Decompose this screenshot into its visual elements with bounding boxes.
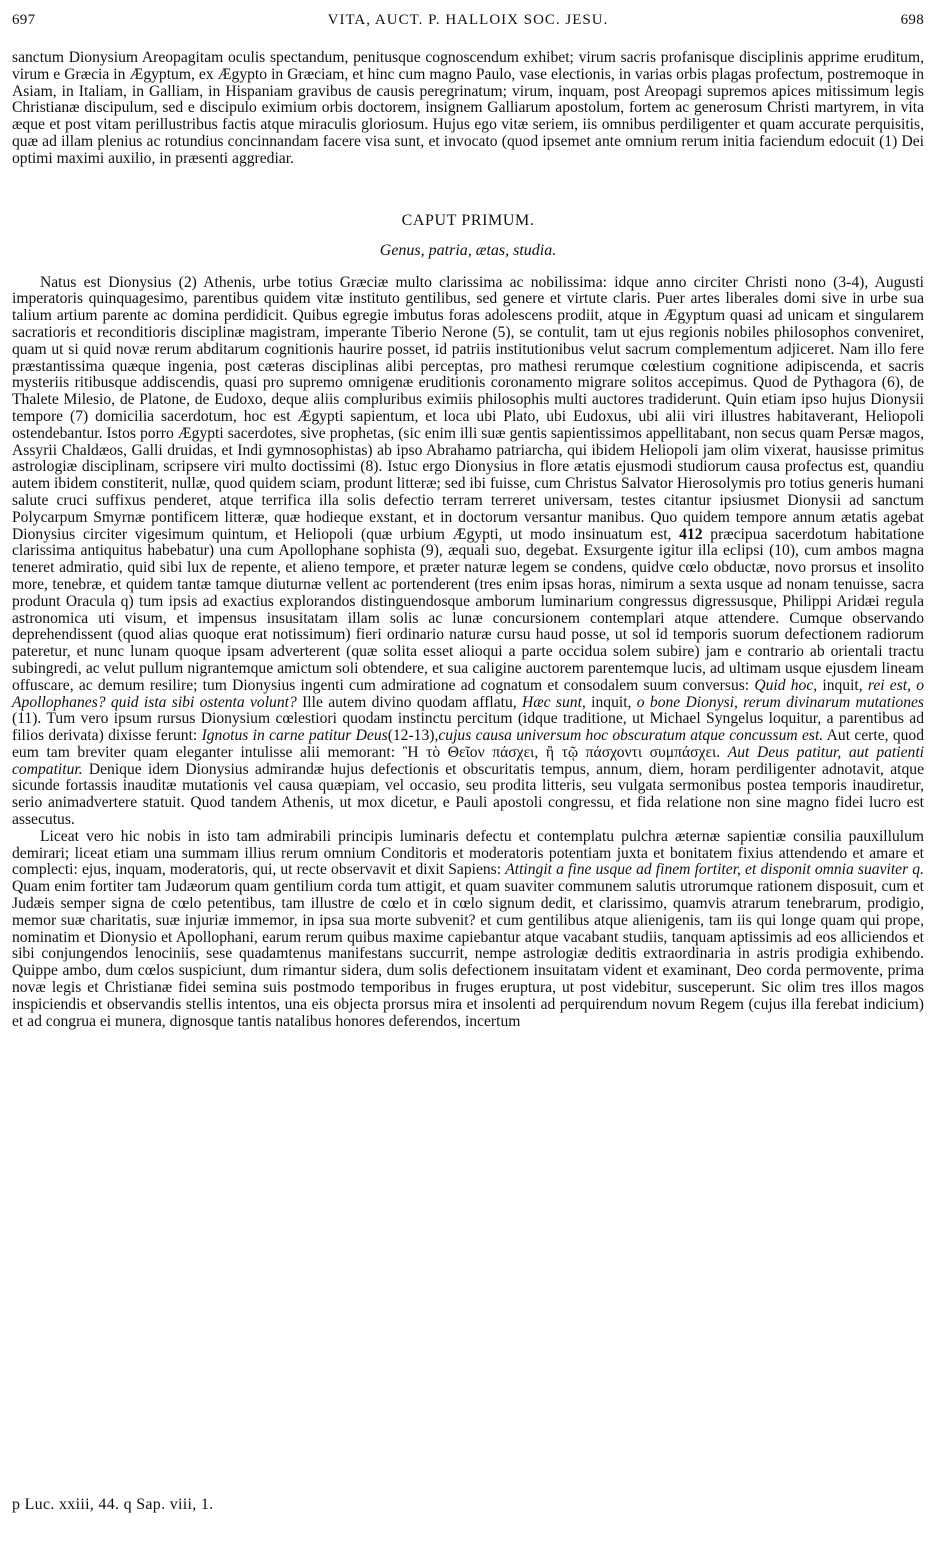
quote-3: Hæc sunt,: [522, 693, 586, 711]
page-number-right: 698: [900, 12, 924, 28]
quote-1: Quid hoc,: [754, 676, 818, 694]
paragraph-1-text-e: inquit,: [591, 693, 632, 711]
marginal-number: 412: [679, 525, 703, 543]
paragraph-1-text-h: Aut certe, quod eum tam breviter quam eleganter intulisse alii memorant:: [12, 727, 925, 761]
quote-7: Aut Deus patitur, aut patienti compatitur.: [12, 743, 924, 778]
chapter-title: CAPUT PRIMUM.: [401, 211, 535, 229]
running-head: VITA, AUCT. P. HALLOIX SOC. JESU.: [327, 12, 609, 28]
paragraph-2: [12, 829, 924, 1031]
quote-6: cujus causa universum hoc obscuratum atque concussum est.: [438, 727, 824, 745]
paragraph-1-text-a: Natus est Dionysius (2) Athenis, urbe totius Græciæ multo clarissima ac nobilissima: idque anno circiter Christi nono (3-4), Augusti imperatoris quinquagesimo, parentibus quidem vitæ instituto gentilibus, sed genere et virtute claris. Puer artes liberales domi sive in urbe sua talium artium parente ac domina perdidicit. Quibus egregie imbutus foras adolescens prodiit, atque in Ægyptum quasi ad unicam et singularem sacratioris et reconditioris disciplinæ magistram, imperante Tiberio Nerone (5), se contulit, tam ut ejus regionis nobiles philosophos conveniret, quam ut si quid novæ rerum abditarum cognitionis haurire posset, id patriis institutionibus velut sacrum complementum adjiceret. Nam illo fere præstantissima quæque ingenia, post cæteras disciplinas alibi perceptas, pro mathesi rerumque cœlestium cognitione adipiscenda, et sacris mysteriis ritibusque addiscendis, quasi pro supremo omnigenæ eruditionis coronamento migrare solitos accepimus. Quod de Pythagora (6), de Thalete Milesio, de Platone, de Eudoxo, deque aliis compluribus eximiis philosophis multi auctores tradiderunt. Quin etiam ipso hujus Dionysii tempore (7) domicilia sacerdotum, hoc est Ægypti sapientum, et loca ubi Plato, ubi Eudoxus, ubi alii viri illustres habitaverant, Heliopoli ostendebantur. Istos porro Ægypti sacerdotes, sive prophetas, (sic enim illi suæ gentis sapientissimos appellitabant, non secus quam Persæ magos, Assyrii Chaldæos, Galli druidas, et Indi gymnosophistas) ab ipso Abrahamo patriarcha, qui ibidem Heliopoli jam olim vixerat, hausisse primitus astrologiæ disciplinam, scripsere viri multo doctissimi (8). Istuc ergo Dionysius in flore ætatis ejusmodi studiorum causa profectus est, quandiu autem ibidem constiterit, nullæ, quod quidem sciam, produnt litteræ; sed ibi fuisse, cum Christus Salvator Hierosolymis pro totius generis humani salute cruci suffixus penderet, atque terrifica illa solis defectio terram terreret universam, testes citantur ipsiusmet Dionysii ad sanctum Polycarpum Smyrnæ pontificem litteræ, quæ hodieque exstant, et in doctorum versantur manibus. Quo quidem tempore annum ætatis agebat Dionysius circiter vigesimum quintum, et Heliopoli (quæ urbium Ægypti, ut modo insinuatum est,: [12, 273, 924, 543]
paragraph-2-text-b: Quam enim fortiter tam Judæorum quam gentilium corda tum attigit, et quam suaviter communem salutis utrorumque rationem disposuit, cum et Judæis semper signa de cœlo petentibus, tam illustre de cœlo et in cœlo signum dedit, et clarissimo, quamvis atrarum tenebrarum, prodigio, memor suæ charitatis, suæ injuriæ immemor, in ipsa sua morte subvenit? et cum gentilibus atque alienigenis, tam iis qui longe quam qui prope, nominatim et Dionysio et Apollophani, earum rerum quibus maxime capiebantur atque vacabant studiis, tanquam aptissimis ad eos alliciendos et sibi conjungendos lenociniis, sese quadamtenus manifestans succurrit, nempe astrologiæ deditis extraordinaria in astris prodigia exhibendo. Quippe ambo, dum cœlos suspiciunt, dum rimantur sidera, dum solis defectionem insuitatam vident et examinant, Deo corda permovente, prima novæ legis et Christianæ fidei semina suis postmodo temporibus in fruges eruptura, ut post videbitur, susceperunt. Sic olim tres illos magos inspiciendis et observandis stellis intentos, una eis objecta prorsus mira et insolenti ad perquirendum novum Regem (cujus illa ferebat indicium) et ad congrua ei munera, dignosque tantis natalibus honores deferendos, incertum: [12, 878, 924, 1030]
paragraph-2-text-a: Liceat vero hic nobis in isto tam admirabili principis luminaris defectu et contemplatu pulchra æternæ sapientiæ consilia pauxillulum demirari; liceat etiam una summam illius rerum omnium Conditoris et moderatoris potentiam juxta et bonitatem fixius attendendo et amare et complecti: ejus, inquam, moderatoris, qui, ut recte observavit et dixit Sapiens:: [12, 827, 924, 879]
quote-2: rei est, o Apollophanes? quid ista sibi ostenta volunt?: [12, 676, 925, 711]
paragraph-1-text-c: inquit,: [822, 676, 863, 694]
page-header: [12, 0, 924, 36]
quote-5: Ignotus in carne patitur Deus: [201, 727, 388, 745]
paragraph-1-text-f: (11). Tum vero ipsum rursus Dionysium cœlestiori quodam instinctu percitum (idque traditione, ut Michael Syngelus loquitur, a parentibus ad filios derivata) dixisse ferunt:: [12, 710, 924, 745]
greek-quote: Ἢ τὸ Θεῖον πάσχει, ἢ τῷ πάσχοντι συμπάσχει.: [402, 743, 721, 761]
document-page: [12, 0, 924, 1030]
paragraph-1-text-d: Ille autem divino quodam afflatu,: [302, 693, 517, 711]
paragraph-1: [12, 275, 924, 829]
quote-4: o bone Dionysi, rerum divinarum mutationes: [636, 693, 924, 711]
chapter-subtitle: Genus, patria, ætas, studia.: [379, 241, 557, 259]
page-number-left: 697: [12, 12, 36, 28]
paragraph-1-text-g: (12-13),: [387, 727, 439, 745]
paragraph-2-quote: Attingit a fine usque ad finem fortiter, et disponit omnia suaviter q.: [505, 861, 924, 879]
paragraph-1-text-b: præcipua sacerdotum habitatione clarissima antiquitus habebatur) una cum Apollophane sophista (9), æquali suo, degebat. Exsurgente igitur illa eclipsi (10), cum ambos magna teneret admiratio, quid sibi lux de repente, et alieno tempore, et præter naturæ legem se condens, quidve cœlo obductæ, novo prorsus et insolito more, tenebræ, et quidem tantæ tamque diuturnæ vellent ac portenderent (tres enim ipsas horas, nimirum a sexta usque ad nonam tenuisse, sacra produnt Oracula q) tum ipsis ad exactius explorandos distinguendosque amborum luminarium congressus digressusque, Philippi Aridæi regula astronomica uti visum, et impensus insusitatam illam solis ac lunæ concursionem contemplari atque attendere. Cumque observando deprehendissent (quod alias quoque erat notissimum) fieri ordinario naturæ cursu haud posse, ut sol id temporis suorum defectionem radiorum pateretur, et nunc lunam quoque ipsam adverterent (quæ solita esset alioqui a parte occidua solem subire) jam e contrario ab orientali tractu subingredi, ac velut pullum nigrantemque amictum soli obtendere, et sua caligine auctorem parentemque lucis, ad ultimam usque ejusdem lineam offuscare, ac demum resilire; tum Dionysius ingenti cum admiratione ad cognatum et consodalem suum conversus:: [12, 525, 924, 694]
footnotes: p Luc. xxiii, 44. q Sap. viii, 1.: [12, 1496, 214, 1513]
intro-paragraph: sanctum Dionysium Areopagitam oculis spectandum, penitusque cognoscendum exhibet; virum sacris profanisque disciplinis apprime eruditum, virum e Græcia in Ægyptum, ex Ægypto in Græciam, et hinc cum magno Paulo, vase electionis, in varias orbis plagas profectum, postremoque in Asiam, in Italiam, in Galliam, in Hispaniam gravibus de causis peregrinatum; virum, inquam, post Areopagi supremos apices mitissimum legis Christianæ discipulum, sed e discipulo eximium orbis doctorem, insignem Galliarum apostolum, fortem ac generosum Christi martyrem, in vita æque et post vitam perillustribus factis atque miraculis gloriosum. Hujus ego vitæ seriem, iis omnibus perdiligenter et quam accurate perquisitis, quæ ad illam plenius ac rotundius concinnandam facere visa sunt, et invocato (quod ipsemet ante omnium rerum initia faciendum edocuit (1) Dei optimi maximi auxilio, in præsenti aggrediar.: [12, 49, 924, 167]
paragraph-1-text-i: Denique idem Dionysius admirandæ hujus defectionis et obscuritatis tempus, annum, diem, horam perdiligenter adnotavit, atque sicunde fortassis inauditæ mutationis vel causa quæpiam, vel occasio, seu prodita litteris, seu vulgata sermonibus postea temporis inaudiretur, serio animadvertere statuit. Quod tandem Athenis, ut mox dicetur, e Pauli apostoli congressu, et fida relatione non sine magno fidei lucro est assecutus.: [12, 760, 924, 829]
